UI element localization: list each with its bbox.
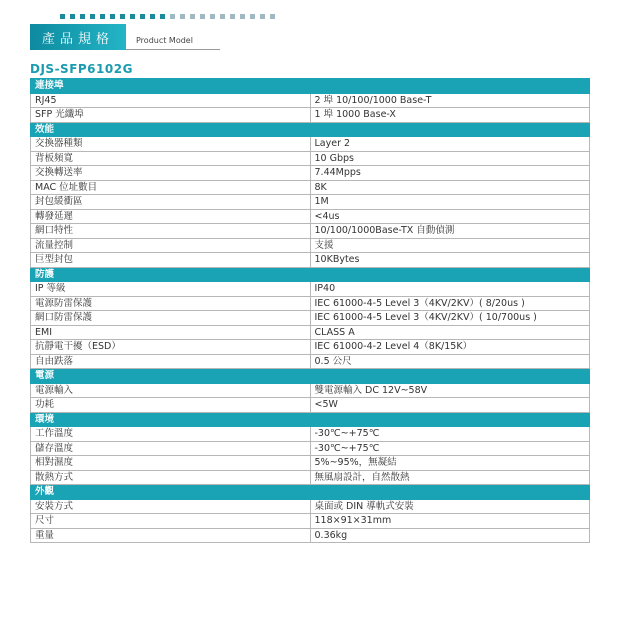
spec-value: IEC 61000-4-2 Level 4（8K/15K）	[310, 340, 590, 355]
spec-value: 支援	[310, 238, 590, 253]
spec-label: 功耗	[31, 398, 311, 413]
spec-value: IP40	[310, 282, 590, 297]
spec-label: IP 等級	[31, 282, 311, 297]
table-row	[31, 108, 590, 123]
spec-value: <4us	[310, 209, 590, 224]
spec-label: 電源防雷保護	[31, 296, 311, 311]
table-row	[31, 456, 590, 471]
table-row	[31, 354, 590, 369]
header-divider	[126, 49, 220, 50]
spec-value: 雙電源輸入 DC 12V~58V	[310, 383, 590, 398]
spec-label: 散熱方式	[31, 470, 311, 485]
spec-label: 自由跌落	[31, 354, 311, 369]
spec-label: MAC 位址數目	[31, 180, 311, 195]
spec-value: 0.5 公尺	[310, 354, 590, 369]
spec-value: 桌面或 DIN 導軌式安裝	[310, 499, 590, 514]
spec-value: 2 埠 10/100/1000 Base-T	[310, 93, 590, 108]
table-row	[31, 383, 590, 398]
spec-table	[30, 78, 590, 543]
table-row	[31, 528, 590, 543]
spec-label: 背板頻寬	[31, 151, 311, 166]
spec-value: CLASS A	[310, 325, 590, 340]
spec-value: 5%~95%，無凝結	[310, 456, 590, 471]
table-row	[31, 137, 590, 152]
spec-label: 巨型封包	[31, 253, 311, 268]
table-row	[31, 195, 590, 210]
spec-value: 118×91×31mm	[310, 514, 590, 529]
table-row	[31, 180, 590, 195]
table-row	[31, 340, 590, 355]
table-row	[31, 296, 590, 311]
section-title: 電源	[31, 369, 590, 384]
table-row	[31, 209, 590, 224]
section-title: 外觀	[31, 485, 590, 500]
spec-value: 8K	[310, 180, 590, 195]
table-row	[31, 499, 590, 514]
section-header	[31, 369, 590, 384]
spec-label: EMI	[31, 325, 311, 340]
section-header	[31, 412, 590, 427]
table-row	[31, 470, 590, 485]
spec-value: -30℃~+75℃	[310, 427, 590, 442]
spec-label: 轉發延遲	[31, 209, 311, 224]
spec-value: 1M	[310, 195, 590, 210]
table-row	[31, 282, 590, 297]
spec-value: IEC 61000-4-5 Level 3（4KV/2KV）( 10/700us )	[310, 311, 590, 326]
spec-label: 交換器種類	[31, 137, 311, 152]
decorative-dots	[60, 14, 275, 19]
table-row	[31, 441, 590, 456]
section-header	[31, 267, 590, 282]
spec-label: 流量控制	[31, 238, 311, 253]
spec-value: 1 埠 1000 Base-X	[310, 108, 590, 123]
spec-value: <5W	[310, 398, 590, 413]
spec-label: 尺寸	[31, 514, 311, 529]
model-name: DJS-SFP6102G	[30, 62, 133, 76]
table-row	[31, 398, 590, 413]
spec-value: Layer 2	[310, 137, 590, 152]
table-row	[31, 166, 590, 181]
spec-value: 10 Gbps	[310, 151, 590, 166]
spec-label: 網口防雷保護	[31, 311, 311, 326]
table-row	[31, 224, 590, 239]
table-row	[31, 151, 590, 166]
spec-value: 無風扇設計，自然散熱	[310, 470, 590, 485]
spec-label: 抗靜電干擾（ESD）	[31, 340, 311, 355]
spec-label: 重量	[31, 528, 311, 543]
spec-label: 相對濕度	[31, 456, 311, 471]
spec-label: 安裝方式	[31, 499, 311, 514]
section-title: 效能	[31, 122, 590, 137]
section-title: 環境	[31, 412, 590, 427]
table-row	[31, 311, 590, 326]
table-row	[31, 514, 590, 529]
table-row	[31, 325, 590, 340]
spec-label: 網口特性	[31, 224, 311, 239]
section-header	[31, 79, 590, 94]
spec-label: 封包緩衝區	[31, 195, 311, 210]
spec-value: -30℃~+75℃	[310, 441, 590, 456]
table-row	[31, 427, 590, 442]
spec-label: 電源輸入	[31, 383, 311, 398]
spec-label: RJ45	[31, 93, 311, 108]
header-title: 產品規格	[30, 24, 126, 50]
table-row	[31, 253, 590, 268]
spec-value: 0.36kg	[310, 528, 590, 543]
spec-value: IEC 61000-4-5 Level 3（4KV/2KV）( 8/20us )	[310, 296, 590, 311]
spec-value: 7.44Mpps	[310, 166, 590, 181]
spec-label: 儲存溫度	[31, 441, 311, 456]
table-row	[31, 238, 590, 253]
spec-header	[30, 14, 590, 54]
header-subtitle: Product Model	[136, 36, 193, 45]
section-title: 連接埠	[31, 79, 590, 94]
section-header	[31, 485, 590, 500]
spec-label: SFP 光纖埠	[31, 108, 311, 123]
section-header	[31, 122, 590, 137]
table-row	[31, 93, 590, 108]
section-title: 防護	[31, 267, 590, 282]
spec-label: 工作溫度	[31, 427, 311, 442]
spec-value: 10/100/1000Base-TX 自動偵測	[310, 224, 590, 239]
spec-value: 10KBytes	[310, 253, 590, 268]
spec-label: 交換轉送率	[31, 166, 311, 181]
